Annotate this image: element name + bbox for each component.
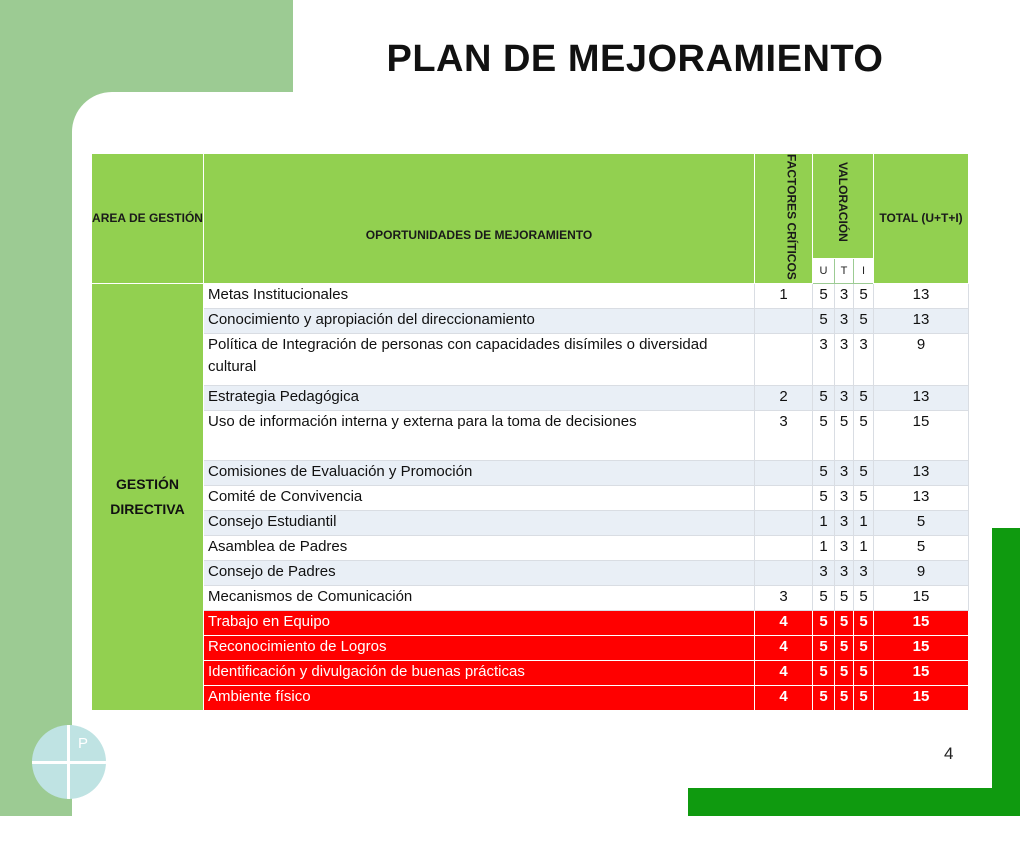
valoracion-u: 5 [813,485,835,510]
valoracion-t: 3 [835,560,854,585]
critical-factor [755,485,813,510]
valoracion-u: 5 [813,660,835,685]
valoracion-u: 5 [813,410,835,460]
opportunity-name: Mecanismos de Comunicación [204,585,755,610]
valoracion-t: 3 [835,535,854,560]
table-row [92,610,969,635]
total-value: 15 [874,585,969,610]
valoracion-u: 5 [813,635,835,660]
valoracion-t: 5 [835,635,854,660]
critical-factor: 4 [755,660,813,685]
total-value: 13 [874,460,969,485]
valoracion-u: 5 [813,610,835,635]
opportunity-name: Ambiente físico [204,685,755,710]
valoracion-u: 1 [813,535,835,560]
valoracion-i: 5 [854,635,874,660]
valoracion-u: 3 [813,560,835,585]
total-value: 13 [874,283,969,308]
header-area: AREA DE GESTIÓN [92,154,204,284]
valoracion-i: 1 [854,535,874,560]
header-critical-factors [755,154,813,284]
total-value: 13 [874,385,969,410]
opportunity-name: Asamblea de Padres [204,535,755,560]
valoracion-t: 3 [835,460,854,485]
valoracion-i: 3 [854,560,874,585]
valoracion-i: 5 [854,660,874,685]
table-row [92,510,969,535]
improvement-plan-table [91,153,969,711]
table-row [92,685,969,710]
header-total: TOTAL (U+T+I) [874,154,969,284]
opportunity-name: Conocimiento y apropiación del direccionamiento [204,308,755,333]
total-value: 15 [874,635,969,660]
valoracion-u: 5 [813,460,835,485]
critical-factor [755,308,813,333]
valoracion-u: 5 [813,685,835,710]
table-row [92,283,969,308]
critical-factor [755,510,813,535]
critical-factor [755,333,813,385]
total-value: 13 [874,485,969,510]
table-row [92,460,969,485]
total-value: 9 [874,560,969,585]
valoracion-t: 3 [835,510,854,535]
valoracion-u: 5 [813,585,835,610]
total-value: 13 [874,308,969,333]
table-row [92,333,969,385]
valoracion-i: 5 [854,410,874,460]
opportunity-name: Política de Integración de personas con capacidades disímiles o diversidad cultural [204,333,755,385]
critical-factor: 3 [755,410,813,460]
valoracion-i: 5 [854,460,874,485]
opportunity-name: Identificación y divulgación de buenas prácticas [204,660,755,685]
header-opportunities: OPORTUNIDADES DE MEJORAMIENTO [204,154,755,284]
valoracion-u: 5 [813,283,835,308]
valoracion-t: 5 [835,660,854,685]
valoracion-t: 3 [835,333,854,385]
opportunity-name: Metas Institucionales [204,283,755,308]
valoracion-t: 5 [835,585,854,610]
total-value: 15 [874,660,969,685]
valoracion-i: 5 [854,585,874,610]
table-row [92,585,969,610]
critical-factor: 4 [755,610,813,635]
critical-factor: 3 [755,585,813,610]
total-value: 15 [874,685,969,710]
logo-letter: P [78,735,89,752]
header-valoracion-label: VALORACIÓN [836,162,850,242]
opportunity-name: Trabajo en Equipo [204,610,755,635]
valoracion-t: 5 [835,410,854,460]
valoracion-i: 5 [854,283,874,308]
opportunity-name: Reconocimiento de Logros [204,635,755,660]
valoracion-u: 1 [813,510,835,535]
table-row [92,535,969,560]
valoracion-i: 5 [854,485,874,510]
critical-factor [755,560,813,585]
header-u: U [813,258,835,283]
total-value: 5 [874,510,969,535]
total-value: 15 [874,410,969,460]
logo [32,725,106,799]
header-valoracion [813,154,874,259]
table-row [92,635,969,660]
valoracion-t: 3 [835,283,854,308]
valoracion-i: 5 [854,308,874,333]
plan-body [92,283,969,710]
critical-factor: 2 [755,385,813,410]
opportunity-name: Consejo de Padres [204,560,755,585]
opportunity-name: Comisiones de Evaluación y Promoción [204,460,755,485]
critical-factor: 4 [755,635,813,660]
header-t: T [835,258,854,283]
page-title: PLAN DE MEJORAMIENTO [386,38,884,80]
critical-factor [755,460,813,485]
critical-factor: 1 [755,283,813,308]
valoracion-t: 3 [835,308,854,333]
table-row [92,308,969,333]
critical-factor [755,535,813,560]
valoracion-i: 1 [854,510,874,535]
opportunity-name: Estrategia Pedagógica [204,385,755,410]
valoracion-i: 5 [854,610,874,635]
area-name: GESTIÓN DIRECTIVA [92,283,204,710]
valoracion-i: 5 [854,385,874,410]
valoracion-t: 5 [835,685,854,710]
opportunity-name: Comité de Convivencia [204,485,755,510]
valoracion-t: 5 [835,610,854,635]
valoracion-t: 3 [835,485,854,510]
header-i: I [854,258,874,283]
table-row [92,560,969,585]
opportunity-name: Uso de información interna y externa para la toma de decisiones [204,410,755,460]
table-row [92,385,969,410]
valoracion-i: 5 [854,685,874,710]
valoracion-u: 5 [813,385,835,410]
page-number: 4 [944,744,954,763]
table-row [92,660,969,685]
valoracion-u: 5 [813,308,835,333]
valoracion-i: 3 [854,333,874,385]
table-row [92,410,969,460]
valoracion-u: 3 [813,333,835,385]
total-value: 9 [874,333,969,385]
total-value: 5 [874,535,969,560]
total-value: 15 [874,610,969,635]
table-row [92,485,969,510]
header-critical-factors-label: FACTORES CRÍTICOS [784,154,799,280]
valoracion-t: 3 [835,385,854,410]
critical-factor: 4 [755,685,813,710]
opportunity-name: Consejo Estudiantil [204,510,755,535]
